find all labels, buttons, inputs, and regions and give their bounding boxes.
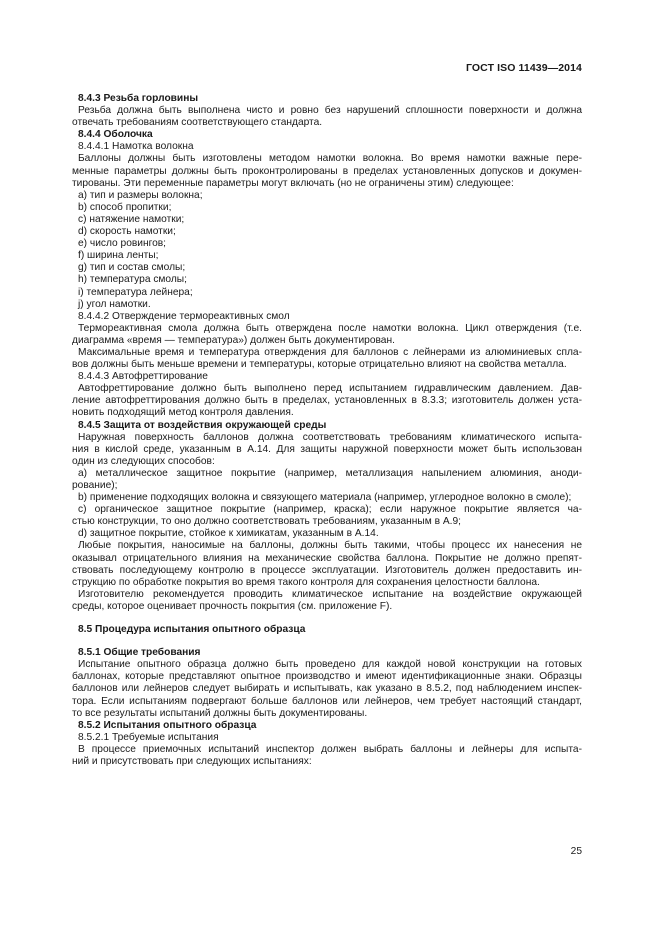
text-line: диаграмма «время — температура») должен быть документирован.	[72, 334, 395, 346]
spacer	[72, 613, 582, 624]
text-line: менные параметры должны быть проконтролированы в пределах установленных допусков и докумен-	[72, 165, 582, 177]
document-body	[72, 93, 582, 768]
section-heading: 8.4.3 Резьба горловины	[78, 93, 199, 104]
page-number: 25	[570, 846, 582, 857]
text-line: среды, которое оценивает прочность покрытия (см. приложение F).	[72, 600, 393, 612]
text-line: d) защитное покрытие, стойкое к химикатам, указанным в А.14.	[78, 528, 379, 540]
section-heading: 8.5 Процедура испытания опытного образца	[78, 624, 306, 636]
section-heading: 8.5.2 Испытания опытного образца	[78, 719, 257, 731]
text-line: Резьба должна быть выполнена чисто и ровно без нарушений сплошности поверхности и должна	[78, 105, 582, 117]
text-line: Наружная поверхность баллонов должна соответствовать требованиям климатического испыта-	[78, 431, 582, 443]
text-line: b) способ пропитки;	[78, 201, 172, 213]
text-line: g) тип и состав смолы;	[78, 262, 186, 274]
text-line: тора. Если испытаниям подвергают больше баллонов или лейнеров, чем требует настоящий стандарт,	[72, 695, 582, 707]
text-line: Баллоны должны быть изготовлены методом намотки волокна. Во время намотки важные пере-	[78, 153, 582, 165]
text-line: то все результаты испытаний должны быть документированы.	[72, 707, 368, 719]
section-heading: 8.4.4 Оболочка	[78, 129, 153, 141]
text-line: ствовать последующему контролю в процессе эксплуатации. Изготовитель должен предоставить ин-	[72, 564, 582, 576]
text-line: 8.5.2.1 Требуемые испытания	[78, 731, 219, 743]
section-heading: 8.4.5 Защита от воздействия окружающей среды	[78, 419, 327, 431]
text-line: j) угол намотки.	[78, 298, 151, 310]
text-line: ление автофреттирования должно быть в пределах, установленных в 8.3.3; изготовитель должен уста-	[72, 395, 582, 407]
document-header: ГОСТ ISO 11439—2014	[465, 62, 582, 74]
text-line: ния в кислой среде, указанным в А.14. Для защиты наружной поверхности может быть использован	[72, 443, 582, 455]
text-line: c) органическое защитное покрытие (например, краска); если наружное покрытие является ча-	[78, 504, 582, 516]
text-line: 8.4.4.3 Автофреттирование	[78, 371, 208, 383]
text-line: c) натяжение намотки;	[78, 213, 185, 225]
text-line: стью конструкции, то оно должно соответствовать требованиям, указанным в А.9;	[72, 516, 461, 528]
text-line: a) тип и размеры волокна;	[78, 189, 203, 201]
text-line: рование);	[72, 480, 118, 491]
text-line: новить подходящий метод контроля давления.	[72, 407, 294, 419]
text-line: e) число ровингов;	[78, 238, 166, 250]
text-line: 8.4.4.1 Намотка волокна	[78, 141, 194, 153]
text-line: i) температура лейнера;	[78, 286, 193, 298]
text-line: один из следующих способов:	[72, 455, 215, 467]
text-line: отвечать требованиям соответствующего стандарта.	[72, 117, 323, 129]
text-line: Любые покрытия, наносимые на баллоны, должны быть такими, чтобы процесс их нанесения не	[78, 540, 582, 552]
text-line: баллонах, которые представляют опытное производство и имеют идентификационные знаки. Образцы	[72, 671, 582, 683]
text-line: Автофреттирование должно быть выполнено перед испытанием гидравлическим давлением. Дав-	[78, 383, 582, 395]
spacer	[72, 636, 582, 647]
text-line: баллонов или лейнеров следует выбирать и испытывать, как указано в 8.5.2, под наблюдением инспек-	[72, 683, 582, 695]
text-line: Термореактивная смола должна быть отверждена после намотки волокна. Цикл отверждения (т.е.	[78, 322, 582, 334]
text-line: тированы. Эти переменные параметры могут включать (но не ограничены этим) следующее:	[72, 177, 514, 189]
text-line: вов должны быть меньше времени и температуры, которые отрицательно влияют на свойства металла.	[72, 359, 567, 371]
text-line: Максимальные время и температура отверждения для баллонов с лейнерами из алюминиевых спла-	[78, 346, 582, 358]
text-line: Испытание опытного образца должно быть проведено для каждой новой конструкции на готовых	[78, 659, 582, 671]
text-line: Изготовителю рекомендуется проводить климатическое испытание на воздействие окружающей	[78, 588, 582, 600]
text-line: f) ширина ленты;	[78, 250, 159, 262]
text-line: струкцию по обработке покрытия во время такого контроля для сохранения целостности баллона.	[72, 576, 540, 588]
text-line: 8.4.4.2 Отверждение термореактивных смол	[78, 310, 290, 322]
text-line: ний и присутствовать при следующих испытаниях:	[72, 755, 312, 767]
text-line: d) скорость намотки;	[78, 226, 176, 238]
text-line: a) металлическое защитное покрытие (например, металлизация напылением алюминия, аноди-	[78, 467, 582, 479]
text-line: b) применение подходящих волокна и связующего материала (например, углеродное волокно в смоле);	[78, 492, 572, 504]
text-line: В процессе приемочных испытаний инспектор должен выбрать баллоны и лейнеры для испыта-	[78, 743, 582, 755]
text-line: оказывал отрицательного влияния на механические свойства баллона. Покрытие не должно препят-	[72, 552, 582, 564]
section-heading: 8.5.1 Общие требования	[78, 647, 201, 659]
text-line: h) температура смолы;	[78, 274, 187, 286]
